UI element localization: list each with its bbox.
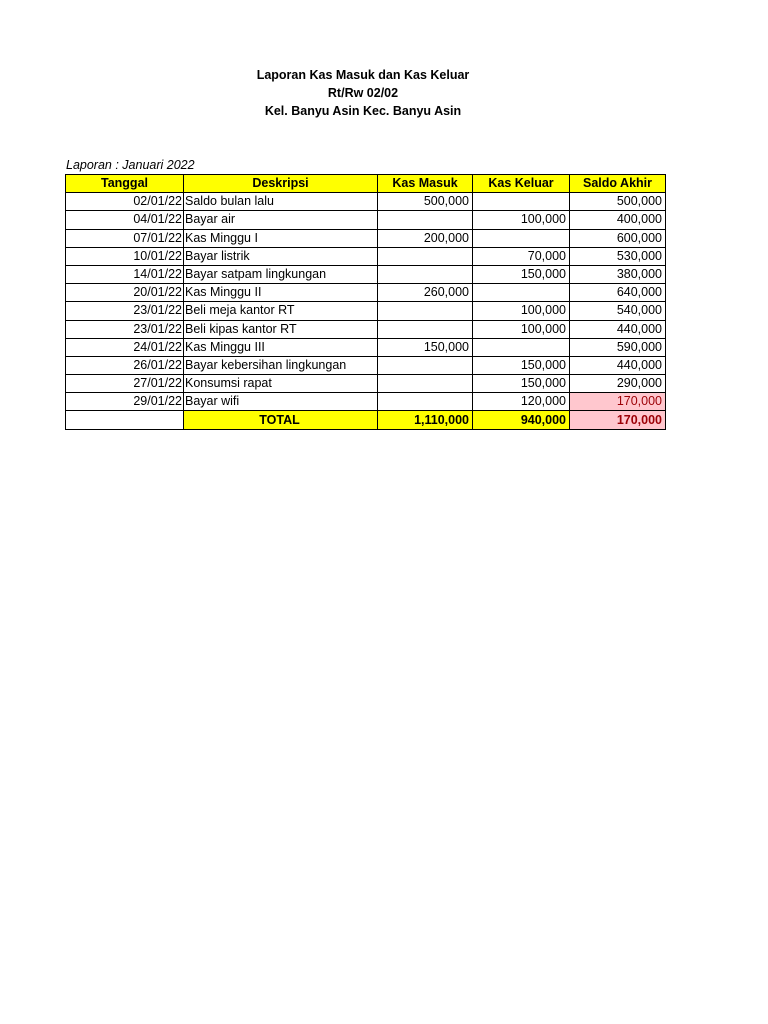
cell-tanggal[interactable]: 23/01/22 — [66, 320, 184, 338]
cell-kas-masuk[interactable] — [378, 320, 473, 338]
cell-kas-masuk[interactable] — [378, 393, 473, 411]
cell-deskripsi[interactable]: Kas Minggu II — [184, 284, 378, 302]
table-row — [66, 338, 666, 356]
column-header-deskripsi[interactable]: Deskripsi — [184, 175, 378, 193]
cell-saldo-akhir[interactable]: 440,000 — [570, 320, 666, 338]
cell-tanggal[interactable]: 27/01/22 — [66, 375, 184, 393]
column-header-kas-keluar[interactable]: Kas Keluar — [473, 175, 570, 193]
cell-tanggal[interactable]: 07/01/22 — [66, 229, 184, 247]
total-kas-masuk[interactable]: 1,110,000 — [378, 411, 473, 429]
report-title-block — [60, 66, 666, 120]
cell-kas-keluar[interactable]: 120,000 — [473, 393, 570, 411]
column-header-kas-masuk[interactable]: Kas Masuk — [378, 175, 473, 193]
cell-deskripsi[interactable]: Konsumsi rapat — [184, 375, 378, 393]
cell-deskripsi[interactable]: Bayar air — [184, 211, 378, 229]
cell-saldo-akhir[interactable]: 380,000 — [570, 265, 666, 283]
cell-deskripsi[interactable]: Saldo bulan lalu — [184, 193, 378, 211]
cell-kas-keluar[interactable] — [473, 284, 570, 302]
cell-saldo-akhir[interactable]: 440,000 — [570, 356, 666, 374]
cell-deskripsi[interactable]: Bayar wifi — [184, 393, 378, 411]
table-row — [66, 320, 666, 338]
table-row — [66, 375, 666, 393]
cell-kas-masuk[interactable] — [378, 211, 473, 229]
column-header-tanggal[interactable]: Tanggal — [66, 175, 184, 193]
table-body — [66, 193, 666, 411]
cell-kas-masuk[interactable]: 150,000 — [378, 338, 473, 356]
cell-deskripsi[interactable]: Kas Minggu I — [184, 229, 378, 247]
cell-tanggal[interactable]: 14/01/22 — [66, 265, 184, 283]
cell-deskripsi[interactable]: Bayar satpam lingkungan — [184, 265, 378, 283]
cell-tanggal[interactable]: 04/01/22 — [66, 211, 184, 229]
cell-deskripsi[interactable]: Beli kipas kantor RT — [184, 320, 378, 338]
cell-saldo-akhir[interactable]: 290,000 — [570, 375, 666, 393]
total-kas-keluar[interactable]: 940,000 — [473, 411, 570, 429]
cell-saldo-akhir[interactable]: 600,000 — [570, 229, 666, 247]
total-date-cell[interactable] — [66, 411, 184, 429]
cell-kas-masuk[interactable]: 500,000 — [378, 193, 473, 211]
total-label[interactable]: TOTAL — [184, 411, 378, 429]
report-subtitle-location: Kel. Banyu Asin Kec. Banyu Asin — [264, 104, 462, 118]
cell-tanggal[interactable]: 24/01/22 — [66, 338, 184, 356]
table-row — [66, 393, 666, 411]
cell-kas-masuk[interactable] — [378, 247, 473, 265]
table-row — [66, 211, 666, 229]
cell-kas-masuk[interactable]: 200,000 — [378, 229, 473, 247]
table-row — [66, 193, 666, 211]
table-row — [66, 229, 666, 247]
cell-tanggal[interactable]: 10/01/22 — [66, 247, 184, 265]
cell-kas-keluar[interactable]: 150,000 — [473, 356, 570, 374]
table-row — [66, 356, 666, 374]
cell-saldo-akhir[interactable]: 400,000 — [570, 211, 666, 229]
report-period: Laporan : Januari 2022 — [66, 158, 195, 172]
cell-tanggal[interactable]: 26/01/22 — [66, 356, 184, 374]
cell-kas-keluar[interactable]: 70,000 — [473, 247, 570, 265]
cell-kas-keluar[interactable]: 150,000 — [473, 375, 570, 393]
table-total-row — [66, 411, 666, 429]
cell-kas-keluar[interactable] — [473, 338, 570, 356]
cell-tanggal[interactable]: 20/01/22 — [66, 284, 184, 302]
cell-saldo-akhir[interactable]: 530,000 — [570, 247, 666, 265]
cash-ledger-table — [65, 174, 666, 430]
column-header-saldo-akhir[interactable]: Saldo Akhir — [570, 175, 666, 193]
cell-deskripsi[interactable]: Beli meja kantor RT — [184, 302, 378, 320]
cell-saldo-akhir[interactable]: 170,000 — [570, 393, 666, 411]
table-row — [66, 247, 666, 265]
cell-tanggal[interactable]: 02/01/22 — [66, 193, 184, 211]
cell-kas-keluar[interactable]: 100,000 — [473, 211, 570, 229]
total-saldo-akhir[interactable]: 170,000 — [570, 411, 666, 429]
cell-deskripsi[interactable]: Bayar listrik — [184, 247, 378, 265]
table-row — [66, 302, 666, 320]
report-title: Laporan Kas Masuk dan Kas Keluar — [256, 68, 470, 82]
cell-deskripsi[interactable]: Bayar kebersihan lingkungan — [184, 356, 378, 374]
cell-tanggal[interactable]: 29/01/22 — [66, 393, 184, 411]
cell-tanggal[interactable]: 23/01/22 — [66, 302, 184, 320]
cell-kas-masuk[interactable] — [378, 302, 473, 320]
report-subtitle-rtrw: Rt/Rw 02/02 — [327, 86, 399, 100]
cell-saldo-akhir[interactable]: 590,000 — [570, 338, 666, 356]
table-row — [66, 265, 666, 283]
cell-kas-keluar[interactable]: 150,000 — [473, 265, 570, 283]
table-row — [66, 284, 666, 302]
cell-kas-masuk[interactable] — [378, 375, 473, 393]
cell-kas-keluar[interactable]: 100,000 — [473, 302, 570, 320]
cell-saldo-akhir[interactable]: 640,000 — [570, 284, 666, 302]
cell-kas-masuk[interactable] — [378, 265, 473, 283]
cell-kas-keluar[interactable]: 100,000 — [473, 320, 570, 338]
cell-kas-keluar[interactable] — [473, 229, 570, 247]
cell-kas-masuk[interactable]: 260,000 — [378, 284, 473, 302]
cell-deskripsi[interactable]: Kas Minggu III — [184, 338, 378, 356]
cell-kas-keluar[interactable] — [473, 193, 570, 211]
cell-kas-masuk[interactable] — [378, 356, 473, 374]
cell-saldo-akhir[interactable]: 540,000 — [570, 302, 666, 320]
table-header-row — [66, 175, 666, 193]
cell-saldo-akhir[interactable]: 500,000 — [570, 193, 666, 211]
